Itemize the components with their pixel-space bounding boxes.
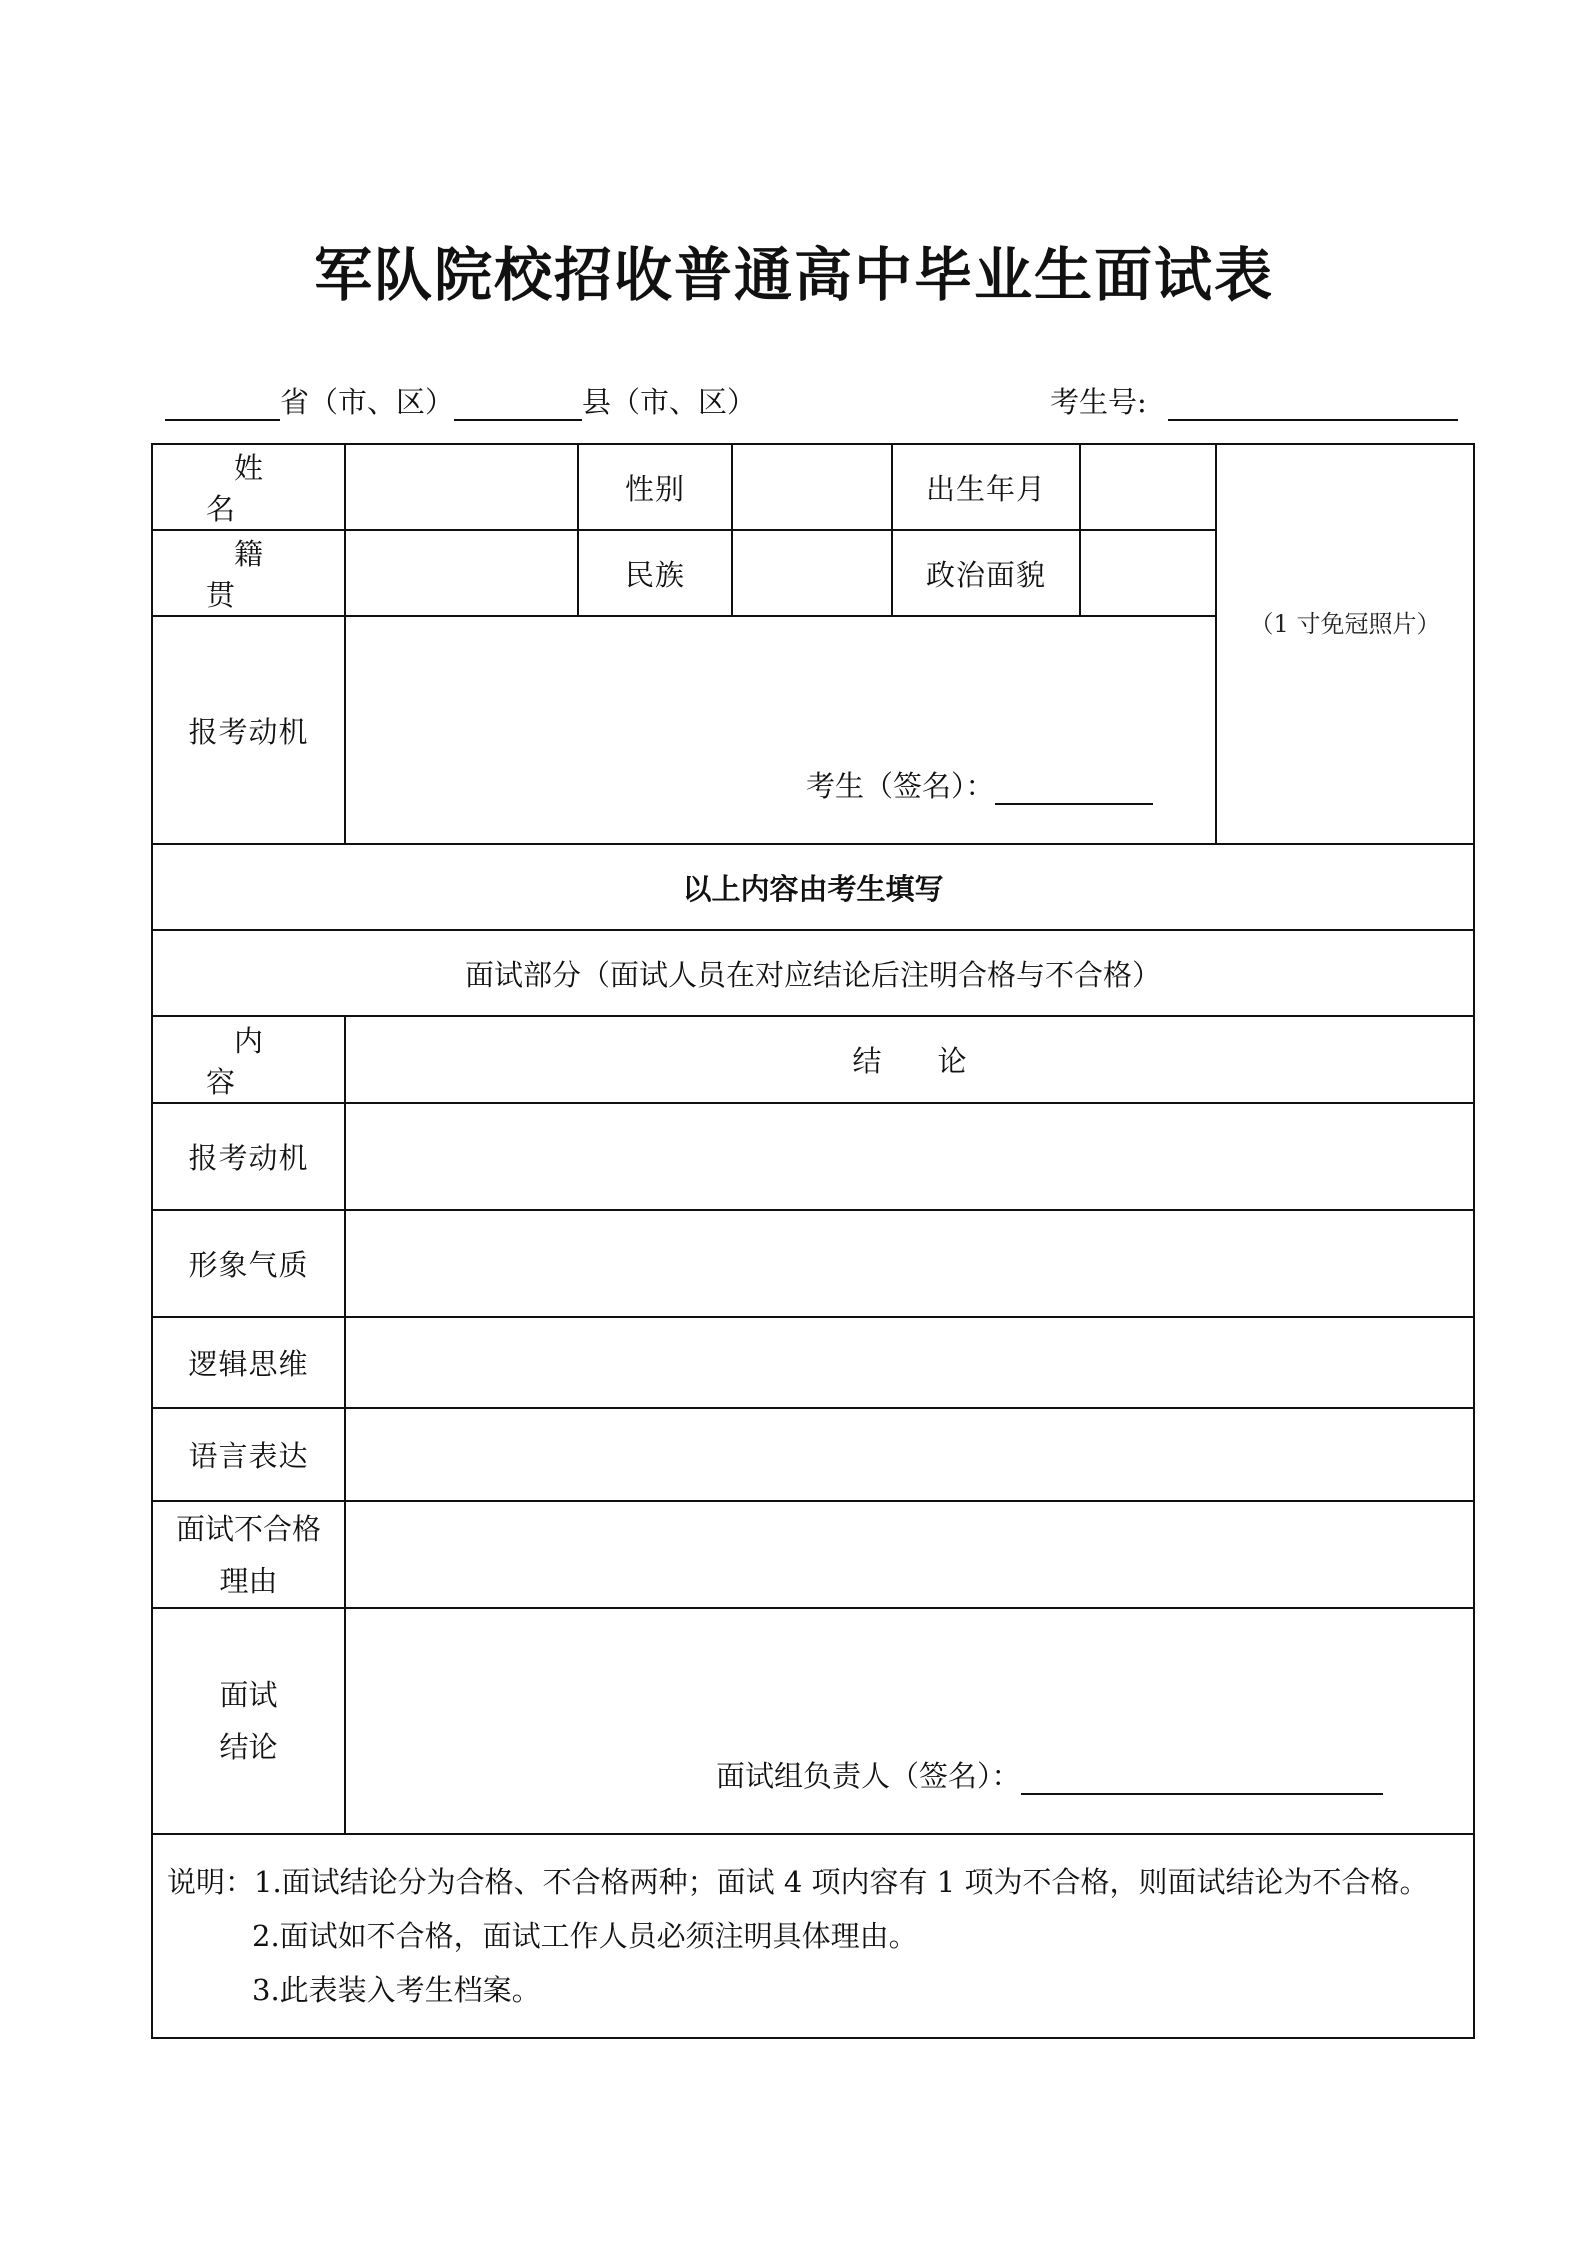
- region-line: [165, 380, 756, 421]
- ethnicity-label: 民族: [578, 530, 732, 616]
- fail-reason-field[interactable]: [345, 1501, 1474, 1608]
- item-result-motive[interactable]: [345, 1103, 1474, 1210]
- result-field[interactable]: [345, 1608, 1474, 1834]
- leader-signature-blank[interactable]: [1021, 1763, 1383, 1795]
- photo-box: [1216, 444, 1474, 844]
- item-result-logic[interactable]: [345, 1317, 1474, 1408]
- native-place-label: 籍 贯: [152, 530, 345, 616]
- item-label-expression: 语言表达: [152, 1408, 345, 1501]
- province-label: 省（市、区）: [280, 385, 455, 419]
- page-title: 军队院校招收普通高中毕业生面试表: [313, 241, 1274, 309]
- notes-block: [152, 1834, 1474, 2038]
- candidate-signature-blank[interactable]: [995, 773, 1153, 805]
- fail-reason-label-line2: 理由: [219, 1563, 278, 1598]
- interview-section-header: 面试部分（面试人员在对应结论后注明合格与不合格）: [152, 930, 1474, 1016]
- note-line-3: 3.此表装入考生档案。: [252, 1973, 541, 2007]
- candidate-signature-label: 考生（签名）：: [806, 769, 995, 803]
- leader-signature-label: 面试组负责人（签名）：: [716, 1759, 1021, 1793]
- candidate-signature: [806, 764, 1153, 805]
- conclusion-header: 结论: [345, 1016, 1474, 1103]
- content-header: 内容: [152, 1016, 345, 1103]
- interview-form-table: [151, 443, 1475, 2039]
- exam-number-label: 考生号:: [1050, 385, 1147, 419]
- photo-placeholder-text: （1 寸免冠照片）: [1249, 610, 1441, 638]
- name-label: 姓 名: [152, 444, 345, 530]
- fail-reason-label: [152, 1501, 345, 1608]
- motive-field[interactable]: [345, 616, 1216, 844]
- exam-number-blank[interactable]: [1168, 389, 1458, 421]
- name-field[interactable]: [345, 444, 578, 530]
- province-blank[interactable]: [165, 389, 280, 421]
- item-label-logic: 逻辑思维: [152, 1317, 345, 1408]
- item-label-appearance: 形象气质: [152, 1210, 345, 1317]
- result-label-line1: 面试: [219, 1678, 278, 1712]
- item-result-appearance[interactable]: [345, 1210, 1474, 1317]
- county-blank[interactable]: [454, 389, 582, 421]
- leader-signature: [716, 1754, 1383, 1795]
- county-label: 县（市、区）: [582, 385, 757, 419]
- item-label-motive: 报考动机: [152, 1103, 345, 1210]
- political-status-label: 政治面貌: [892, 530, 1080, 616]
- result-label: [152, 1608, 345, 1834]
- item-result-expression[interactable]: [345, 1408, 1474, 1501]
- note-line-2: 2.面试如不合格，面试工作人员必须注明具体理由。: [252, 1919, 918, 1953]
- native-place-field[interactable]: [345, 530, 578, 616]
- motive-label: 报考动机: [152, 616, 345, 844]
- candidate-fill-note: 以上内容由考生填写: [152, 844, 1474, 930]
- fail-reason-label-line1: 面试不合格: [175, 1511, 321, 1546]
- note-line-1: 说明：1.面试结论分为合格、不合格两种；面试 4 项内容有 1 项为不合格，则面试结论为不合格。: [167, 1865, 1429, 1899]
- birth-field[interactable]: [1080, 444, 1216, 530]
- birth-label: 出生年月: [892, 444, 1080, 530]
- result-label-line2: 结论: [219, 1730, 278, 1764]
- ethnicity-field[interactable]: [732, 530, 892, 616]
- exam-number-line: [1050, 380, 1458, 421]
- political-status-field[interactable]: [1080, 530, 1216, 616]
- gender-label: 性别: [578, 444, 732, 530]
- gender-field[interactable]: [732, 444, 892, 530]
